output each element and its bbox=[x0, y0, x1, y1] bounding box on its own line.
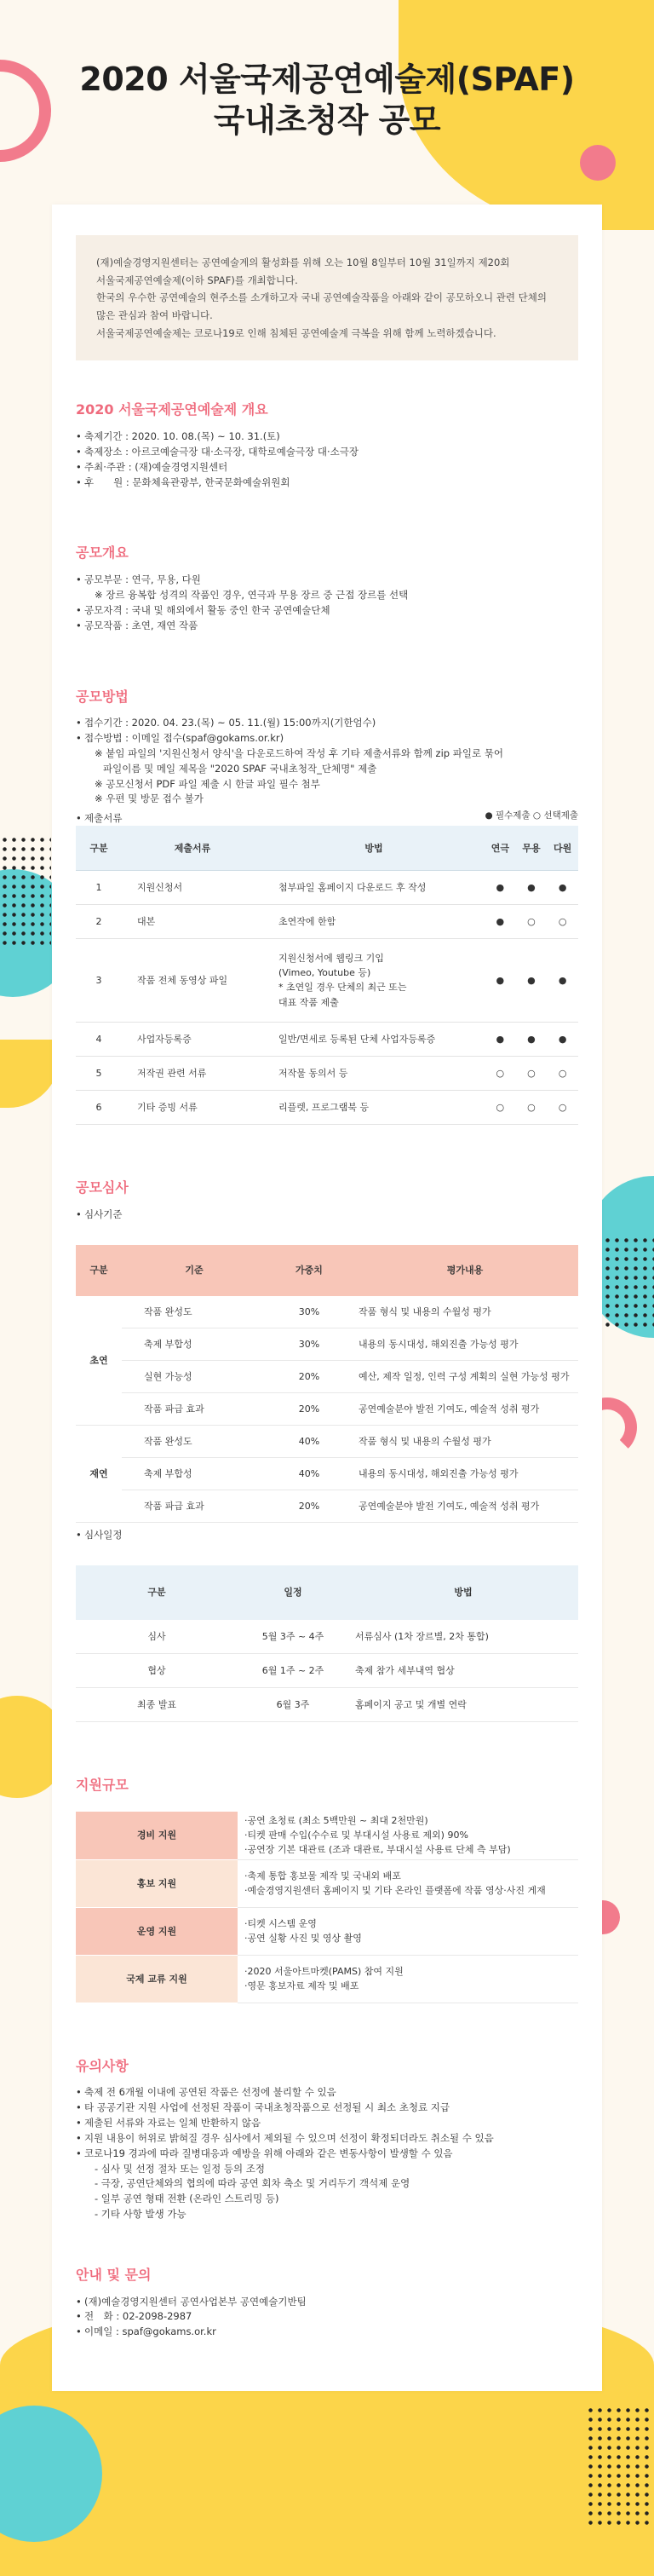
method-title: 공모방법 bbox=[76, 688, 129, 705]
overview-item: • 후 원 : 문화체육관광부, 한국문화예술위원회 bbox=[76, 475, 578, 491]
method-item: • 접수기간 : 2020. 04. 23.(목) ~ 05. 11.(월) 15:00까지(기한엄수) bbox=[76, 716, 578, 731]
doc-method-line: * 초연일 경우 단체의 최근 또는 bbox=[278, 982, 407, 994]
schedule-date: 6월 1주 ~ 2주 bbox=[238, 1654, 348, 1688]
method-note: ※ 우편 및 방문 접수 불가 bbox=[95, 792, 204, 805]
mark-multi: ● bbox=[547, 1022, 578, 1056]
weight: 30% bbox=[267, 1296, 352, 1328]
table-row bbox=[76, 1056, 578, 1090]
doc-method: 리플렛, 프로그램북 등 bbox=[263, 1090, 485, 1124]
outline-note: ※ 장르 융복합 성격의 작품인 경우, 연극과 무용 장르 중 근접 장르를 선택 bbox=[95, 589, 409, 602]
table-header: 구분 bbox=[76, 1245, 122, 1296]
row-number: 2 bbox=[76, 904, 122, 938]
contact-title: 안내 및 문의 bbox=[76, 2266, 152, 2283]
table-header: 연극 bbox=[485, 826, 516, 870]
table-row bbox=[76, 1620, 578, 1654]
mark-dance: ● bbox=[516, 1022, 548, 1056]
weight: 30% bbox=[267, 1328, 352, 1361]
doc-name: 지원신청서 bbox=[122, 870, 263, 904]
row-number: 6 bbox=[76, 1090, 122, 1124]
table-header: 방법 bbox=[263, 826, 485, 870]
doc-name: 저작권 관련 서류 bbox=[122, 1056, 263, 1090]
schedule-stage: 협상 bbox=[76, 1654, 238, 1688]
notice-sub-item: - 극장, 공연단체와의 협의에 따라 공연 회차 축소 및 거리두기 객석제 운영 bbox=[95, 2177, 410, 2190]
mark-multi: ○ bbox=[547, 904, 578, 938]
mark-theater: ● bbox=[485, 938, 516, 1022]
schedule-method: 축제 참가 세부내역 협상 bbox=[348, 1654, 578, 1688]
overview-item: • 주최·주관 : (재)예술경영지원센터 bbox=[76, 460, 578, 475]
mark-theater: ● bbox=[485, 870, 516, 904]
table-header: 일정 bbox=[238, 1565, 348, 1620]
table-row bbox=[76, 904, 578, 938]
schedule-date: 5월 3주 ~ 4주 bbox=[238, 1620, 348, 1654]
table-row bbox=[76, 938, 578, 1022]
decor-dot-pattern bbox=[586, 2406, 654, 2525]
table-row bbox=[76, 1361, 578, 1393]
notice-item: • 타 공공기관 지원 사업에 선정된 작품이 국내초청작품으로 선정될 시 최소 초청료 지급 bbox=[76, 2101, 578, 2116]
table-row bbox=[76, 1090, 578, 1124]
overview-item: • 축제기간 : 2020. 10. 08.(목) ~ 10. 31.(토) bbox=[76, 429, 578, 445]
outline-item: • 공모부문 : 연극, 무용, 다원 bbox=[76, 573, 578, 588]
mark-theater: ● bbox=[485, 1022, 516, 1056]
support-type: 홍보 지원 bbox=[76, 1859, 238, 1907]
doc-method-line: 지원신청서에 웹링크 기입 bbox=[278, 953, 384, 965]
notice-sub-item: - 기타 사항 발생 가능 bbox=[95, 2207, 186, 2220]
mark-dance: ○ bbox=[516, 1056, 548, 1090]
table-header-row bbox=[76, 826, 578, 870]
table-row bbox=[76, 1296, 578, 1328]
evaluation: 공연예술분야 발전 기여도, 예술적 성취 평가 bbox=[352, 1393, 578, 1426]
intro-box bbox=[76, 235, 578, 360]
table-row bbox=[76, 1022, 578, 1056]
support-detail-line: ·예술경영지원센터 홈페이지 및 기타 온라인 플랫폼에 작품 영상·사진 게재 bbox=[244, 1885, 546, 1897]
doc-name: 대본 bbox=[122, 904, 263, 938]
title-line-1: 2020 서울국제공연예술제(SPAF) bbox=[79, 61, 575, 98]
support-section bbox=[76, 1775, 578, 2003]
table-row bbox=[76, 1426, 578, 1458]
notice-section bbox=[76, 2056, 578, 2222]
docs-label: • 제출서류 bbox=[76, 811, 122, 827]
table-header-row bbox=[76, 1245, 578, 1296]
mark-multi: ● bbox=[547, 870, 578, 904]
evaluation: 공연예술분야 발전 기여도, 예술적 성취 평가 bbox=[352, 1490, 578, 1523]
notice-item: • 코로나19 경과에 따라 질병대응과 예방을 위해 아래와 같은 변동사항이 발생할 수 있음 bbox=[76, 2147, 578, 2162]
page-header bbox=[0, 0, 654, 205]
method-note: ※ 공모신청서 PDF 파일 제출 시 한글 파일 필수 첨부 bbox=[95, 777, 320, 790]
table-header: 기준 bbox=[122, 1245, 267, 1296]
schedule-method: 홈페이지 공고 및 개별 연락 bbox=[348, 1688, 578, 1722]
support-type: 운영 지원 bbox=[76, 1907, 238, 1955]
method-note: ※ 붙임 파일의 '지원신청서 양식'을 다운로드하여 작성 후 기타 제출서류와 함께 zip 파일로 묶어 bbox=[95, 746, 503, 759]
doc-method: 초연작에 한함 bbox=[263, 904, 485, 938]
mark-multi: ● bbox=[547, 938, 578, 1022]
mark-dance: ○ bbox=[516, 1090, 548, 1124]
support-table bbox=[76, 1812, 578, 2003]
overview-title: 2020 서울국제공연예술제 개요 bbox=[76, 401, 268, 418]
table-row bbox=[76, 1328, 578, 1361]
doc-method: 일반/면세로 등록된 단체 사업자등록증 bbox=[263, 1022, 485, 1056]
overview-item: • 축제장소 : 아르코예술극장 대·소극장, 대학로예술극장 대·소극장 bbox=[76, 445, 578, 460]
schedule-stage: 심사 bbox=[76, 1620, 238, 1654]
criterion: 축제 부합성 bbox=[122, 1328, 267, 1361]
support-details bbox=[238, 1812, 578, 1859]
criterion: 실현 가능성 bbox=[122, 1361, 267, 1393]
intro-line: (재)예술경영지원센터는 공연예술계의 활성화를 위해 오는 10월 8일부터 10월 31일까지 제20회 bbox=[96, 256, 510, 268]
table-row bbox=[76, 1907, 578, 1955]
notice-sub-item: - 일부 공연 형태 전환 (온라인 스트리밍 등) bbox=[95, 2193, 279, 2205]
intro-line: 서울국제공연예술제는 코로나19로 인해 침체된 공연예술계 극복을 위해 함께 노력하겠습니다. bbox=[96, 326, 496, 339]
notice-item: • 지원 내용이 허위로 밝혀질 경우 심사에서 제외될 수 있으며 선정이 확정되더라도 취소될 수 있음 bbox=[76, 2131, 578, 2147]
support-detail-line: ·공연 실황 사진 및 영상 촬영 bbox=[244, 1933, 362, 1945]
docs-legend: ● 필수제출 ○ 선택제출 bbox=[485, 810, 578, 821]
weight: 20% bbox=[267, 1393, 352, 1426]
criterion: 작품 파급 효과 bbox=[122, 1393, 267, 1426]
method-note: 파일이름 및 메일 제목을 "2020 SPAF 국내초청작_단체명" 제출 bbox=[103, 762, 377, 775]
review-section bbox=[76, 1178, 578, 1722]
mark-dance: ● bbox=[516, 938, 548, 1022]
criteria-table bbox=[76, 1245, 578, 1524]
mark-theater: ○ bbox=[485, 1090, 516, 1124]
weight: 40% bbox=[267, 1458, 352, 1490]
support-type: 국제 교류 지원 bbox=[76, 1955, 238, 2003]
table-row bbox=[76, 1490, 578, 1523]
mark-multi: ○ bbox=[547, 1090, 578, 1124]
mark-dance: ● bbox=[516, 870, 548, 904]
doc-name: 기타 증빙 서류 bbox=[122, 1090, 263, 1124]
title-line-2: 국내초청작 공모 bbox=[213, 101, 441, 139]
method-item: • 접수방법 : 이메일 접수(spaf@gokams.or.kr) bbox=[76, 731, 578, 746]
contact-phone: • 전 화 : 02-2098-2987 bbox=[76, 2309, 578, 2325]
notice-item: • 축제 전 6개월 이내에 공연된 작품은 선정에 불리할 수 있음 bbox=[76, 2085, 578, 2101]
support-detail-line: ·공연장 기본 대관료 (조과 대관료, 부대시설 사용료 단체 측 부담) bbox=[244, 1844, 511, 1856]
page-title bbox=[0, 60, 654, 141]
table-header: 구분 bbox=[76, 826, 122, 870]
contact-email: • 이메일 : spaf@gokams.or.kr bbox=[76, 2325, 578, 2340]
weight: 20% bbox=[267, 1490, 352, 1523]
support-detail-line: ·영문 홍보자료 제작 및 배포 bbox=[244, 1980, 359, 1992]
schedule-table bbox=[76, 1565, 578, 1723]
contact-item: • (재)예술경영지원센터 공연사업본부 공연예술기반팀 bbox=[76, 2295, 578, 2310]
evaluation: 예산, 제작 일정, 인력 구성 계획의 실현 가능성 평가 bbox=[352, 1361, 578, 1393]
support-detail-line: ·축제 통합 홍보물 제작 및 국내외 배포 bbox=[244, 1870, 401, 1882]
weight: 20% bbox=[267, 1361, 352, 1393]
row-number: 5 bbox=[76, 1056, 122, 1090]
weight: 40% bbox=[267, 1426, 352, 1458]
doc-method-line: (Vimeo, Youtube 등) bbox=[278, 967, 371, 979]
outline-section bbox=[76, 543, 578, 633]
evaluation: 내용의 동시대성, 해외진출 가능성 평가 bbox=[352, 1458, 578, 1490]
evaluation: 작품 형식 및 내용의 수월성 평가 bbox=[352, 1296, 578, 1328]
decor-dot-pattern bbox=[0, 835, 51, 946]
mark-dance: ○ bbox=[516, 904, 548, 938]
row-number: 3 bbox=[76, 938, 122, 1022]
table-row bbox=[76, 1393, 578, 1426]
group-label: 재연 bbox=[76, 1426, 122, 1523]
table-header: 평가내용 bbox=[352, 1245, 578, 1296]
row-number: 1 bbox=[76, 870, 122, 904]
schedule-stage: 최종 발표 bbox=[76, 1688, 238, 1722]
documents-table bbox=[76, 826, 578, 1125]
criterion: 축제 부합성 bbox=[122, 1458, 267, 1490]
doc-method: 저작물 동의서 등 bbox=[263, 1056, 485, 1090]
table-header: 다원 bbox=[547, 826, 578, 870]
support-detail-line: ·공연 초청료 (최소 5백만원 ~ 최대 2천만원) bbox=[244, 1815, 428, 1827]
mark-multi: ○ bbox=[547, 1056, 578, 1090]
outline-item: • 공모자격 : 국내 및 해외에서 활동 중인 한국 공연예술단체 bbox=[76, 603, 578, 619]
notice-sub-item: - 심사 및 선정 절차 또는 일정 등의 조정 bbox=[95, 2162, 266, 2175]
notice-title: 유의사항 bbox=[76, 2057, 129, 2074]
evaluation: 작품 형식 및 내용의 수월성 평가 bbox=[352, 1426, 578, 1458]
doc-name: 작품 전체 동영상 파일 bbox=[122, 938, 263, 1022]
method-section bbox=[76, 687, 578, 1125]
table-row bbox=[76, 1812, 578, 1859]
decor-dot-pattern bbox=[603, 1236, 654, 1329]
support-details bbox=[238, 1955, 578, 2003]
table-header-row bbox=[76, 1565, 578, 1620]
notice-item: • 제출된 서류와 자료는 일체 반환하지 않음 bbox=[76, 2116, 578, 2131]
table-header: 구분 bbox=[76, 1565, 238, 1620]
doc-method: 첨부파일 홈페이지 다운로드 후 작성 bbox=[263, 870, 485, 904]
table-row bbox=[76, 1688, 578, 1722]
table-header: 방법 bbox=[348, 1565, 578, 1620]
support-type: 경비 지원 bbox=[76, 1812, 238, 1859]
support-detail-line: ·티켓 시스템 운영 bbox=[244, 1918, 317, 1930]
schedule-label: • 심사일정 bbox=[76, 1528, 578, 1543]
mark-theater: ○ bbox=[485, 1056, 516, 1090]
doc-method bbox=[263, 938, 485, 1022]
support-detail-line: ·티켓 판매 수입(수수료 및 부대시설 사용료 제외) 90% bbox=[244, 1830, 468, 1841]
intro-line: 많은 관심과 참여 바랍니다. bbox=[96, 309, 213, 322]
mark-theater: ● bbox=[485, 904, 516, 938]
outline-title: 공모개요 bbox=[76, 545, 129, 562]
review-title: 공모심사 bbox=[76, 1179, 129, 1196]
table-row bbox=[76, 1859, 578, 1907]
decor-yellow-shape bbox=[0, 1040, 60, 1108]
outline-item: • 공모작품 : 초연, 재연 작품 bbox=[76, 619, 578, 634]
row-number: 4 bbox=[76, 1022, 122, 1056]
table-row bbox=[76, 1654, 578, 1688]
group-label: 초연 bbox=[76, 1296, 122, 1426]
table-row bbox=[76, 1458, 578, 1490]
contact-section bbox=[76, 2265, 578, 2340]
criterion: 작품 완성도 bbox=[122, 1426, 267, 1458]
intro-line: 서울국제공연예술제(이하 SPAF)를 개최합니다. bbox=[96, 274, 298, 286]
doc-name: 사업자등록증 bbox=[122, 1022, 263, 1056]
criterion: 작품 완성도 bbox=[122, 1296, 267, 1328]
criterion: 작품 파급 효과 bbox=[122, 1490, 267, 1523]
overview-section bbox=[76, 400, 578, 490]
schedule-method: 서류심사 (1차 장르별, 2차 통합) bbox=[348, 1620, 578, 1654]
schedule-date: 6월 3주 bbox=[238, 1688, 348, 1722]
table-header: 제출서류 bbox=[122, 826, 263, 870]
support-details bbox=[238, 1907, 578, 1955]
evaluation: 내용의 동시대성, 해외진출 가능성 평가 bbox=[352, 1328, 578, 1361]
support-details bbox=[238, 1859, 578, 1907]
support-detail-line: ·2020 서울아트마켓(PAMS) 참여 지원 bbox=[244, 1966, 404, 1978]
criteria-label: • 심사기준 bbox=[76, 1207, 578, 1223]
support-title: 지원규모 bbox=[76, 1777, 129, 1794]
table-header: 무용 bbox=[516, 826, 548, 870]
announcement-card bbox=[52, 205, 602, 2391]
table-header: 가중치 bbox=[267, 1245, 352, 1296]
intro-line: 한국의 우수한 공연예술의 현주소를 소개하고자 국내 공연예술작품을 아래와 같이 공모하오니 관련 단체의 bbox=[96, 291, 548, 304]
table-row bbox=[76, 1955, 578, 2003]
table-row bbox=[76, 870, 578, 904]
doc-method-line: 대표 작품 제출 bbox=[278, 996, 339, 1008]
